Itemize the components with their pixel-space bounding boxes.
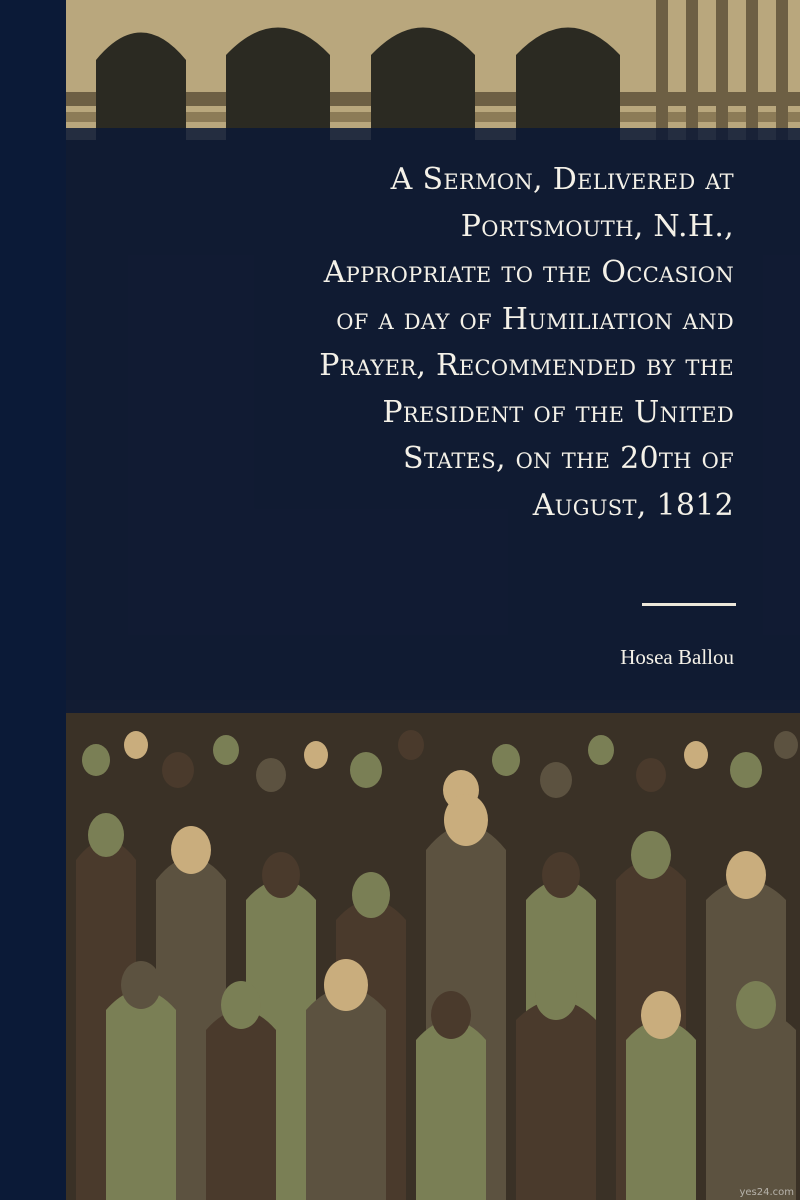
title-line: A Sermon, Delivered at <box>390 162 734 197</box>
spine-band <box>0 0 66 1200</box>
title-line: of a day of Humiliation and <box>336 301 734 337</box>
title-line: President of the United <box>382 394 734 430</box>
title-line: August, 1812 <box>532 487 734 523</box>
watermark: yes24.com <box>739 1187 794 1198</box>
title-divider <box>642 603 736 606</box>
book-title <box>74 157 734 529</box>
title-line: Prayer, Recommended by the <box>319 348 734 383</box>
author-name: Hosea Ballou <box>620 645 734 669</box>
architecture-arches <box>66 0 800 140</box>
title-line: States, on the 20th of <box>403 441 734 476</box>
title-line: Appropriate to the Occasion <box>323 255 734 290</box>
title-line: Portsmouth, N.H., <box>460 208 734 244</box>
crowd-figures <box>66 700 800 1200</box>
